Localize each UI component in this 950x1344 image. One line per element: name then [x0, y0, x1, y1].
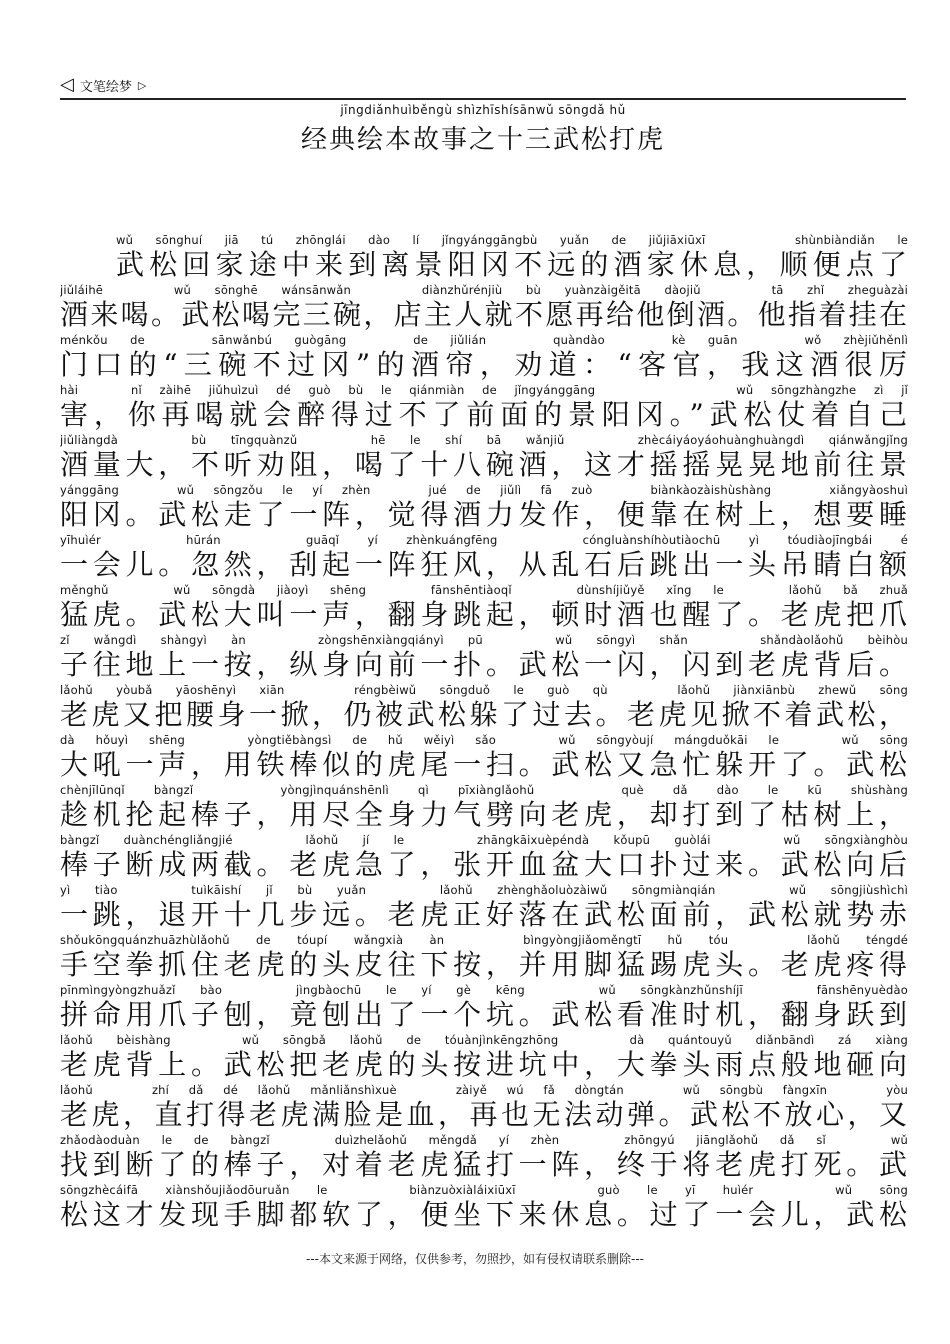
document-title: 经典绘本故事之十三武松打虎: [300, 125, 665, 155]
text-line: [60, 382, 908, 432]
page-header: [60, 74, 905, 96]
pinyin-annotation: sōngzhècáifā xiànshǒujiǎodōuruǎn le biànzuòxiàláixiūxī guò le yī huìér wǔ sōng: [60, 1183, 908, 1197]
story-body: [60, 232, 908, 1232]
chinese-text: 一跳，退开十几步远。老虎正好落在武松面前，武松就势赤: [60, 898, 908, 931]
pinyin-annotation: chènjīlūnqǐ bàngzǐ yòngjìnquánshēnlì qì pīxiànglǎohǔ què dǎ dào le kū shùshàng: [60, 783, 908, 797]
text-line: [60, 682, 908, 732]
triangle-left-icon[interactable]: ◁: [60, 74, 74, 95]
text-line: [60, 782, 908, 832]
header-label: 文笔绘梦: [79, 79, 132, 95]
chinese-text: 老虎背上。武松把老虎的头按进坑中，大拳头雨点般地砸向: [60, 1048, 908, 1081]
pinyin-annotation: pīnmìngyòngzhuǎzǐ bào jìngbàochū le yí gè kēng wǔ sōngkànzhǔnshíjī fānshēnyuèdào: [60, 983, 908, 997]
chinese-text: 棒子断成两截。老虎急了，张开血盆大口扑过来。武松向后: [60, 848, 908, 881]
text-line: [60, 282, 908, 332]
pinyin-annotation: ménkǒu de sānwǎnbú guògāng de jiǔlián quàndào kè guān wǒ zhèjiǔhěnlì: [60, 333, 908, 347]
pinyin-annotation: zǐ wǎngdì shàngyì àn zòngshēnxiàngqiányì pū wǔ sōngyì shǎn shǎndàolǎohǔ bèihòu: [60, 633, 908, 647]
pinyin-annotation: hài nǐ zàihē jiǔhuìzuì dé guò bù le qiánmiàn de jǐngyánggāng wǔ sōngzhàngzhe zì jǐ: [60, 383, 908, 397]
pinyin-annotation: wǔ sōnghuí jiā tú zhōnglái dào lí jǐngyánggāngbù yuǎn de jiǔjiāxiūxī shùnbiàndiǎn le: [116, 233, 908, 247]
pinyin-annotation: lǎohǔ bèishàng wǔ sōngbǎ lǎohǔ de tóuànjìnkēngzhōng dà quántouyǔ diǎnbāndì zá xiàng: [60, 1033, 908, 1047]
chinese-text: 大吼一声，用铁棒似的虎尾一扫。武松又急忙躲开了。武松: [60, 748, 908, 781]
chinese-text: 武松回家途中来到离景阳冈不远的酒家休息，顺便点了: [116, 248, 908, 281]
pinyin-annotation: měnghǔ wǔ sōngdà jiàoyì shēng fānshēntiàoqǐ dùnshíjiǔyě xǐng le lǎohǔ bǎ zhuǎ: [60, 583, 908, 597]
pinyin-annotation: zhǎodàoduàn le de bàngzǐ duìzhelǎohǔ měngdǎ yí zhèn zhōngyú jiānglǎohǔ dǎ sǐ wǔ: [60, 1133, 908, 1147]
text-line: [60, 482, 908, 532]
text-line: [60, 1182, 908, 1232]
pinyin-annotation: lǎohǔ yòubǎ yāoshēnyì xiān réngbèiwǔ sōngduǒ le guò qù lǎohǔ jiànxiānbù zhewǔ sōng: [60, 683, 908, 697]
chinese-text: 老虎，直打得老虎满脸是血，再也无法动弹。武松不放心，又: [60, 1098, 908, 1131]
chinese-text: 老虎又把腰身一掀，仍被武松躲了过去。老虎见掀不着武松，: [60, 698, 908, 731]
pinyin-annotation: dà hǒuyì shēng yòngtiěbàngsì de hǔ wěiyì sǎo wǔ sōngyòují mángduǒkāi le wǔ sōng: [60, 733, 908, 747]
pinyin-annotation: lǎohǔ zhí dǎ dé lǎohǔ mǎnliǎnshìxuè zàiyě wú fǎ dòngtán wǔ sōngbù fàngxīn yòu: [60, 1083, 908, 1097]
pinyin-annotation: shǒukōngquánzhuāzhùlǎohǔ de tóupí wǎngxià àn bìngyòngjiǎoměngtī hǔ tóu lǎohǔ téngdé: [60, 933, 908, 947]
text-line: [60, 982, 908, 1032]
chinese-text: 手空拳抓住老虎的头皮往下按，并用脚猛踢虎头。老虎疼得: [60, 948, 908, 981]
pinyin-annotation: jiǔliàngdà bù tīngquànzǔ hē le shí bā wǎnjiǔ zhècáiyáoyáohuànghuàngdì qiánwǎngjǐng: [60, 433, 908, 447]
text-line: [60, 632, 908, 682]
chinese-text: 找到断了的棒子，对着老虎猛打一阵，终于将老虎打死。武: [60, 1148, 908, 1181]
chinese-text: 害，你再喝就会醉得过不了前面的景阳冈。”武松仗着自己: [60, 398, 908, 431]
chinese-text: 猛虎。武松大叫一声，翻身跳起，顿时酒也醒了。老虎把爪: [60, 598, 908, 631]
chinese-text: 酒来喝。武松喝完三碗，店主人就不愿再给他倒酒。他指着挂在: [60, 298, 908, 331]
text-line: [60, 232, 908, 282]
text-line: [60, 732, 908, 782]
pinyin-annotation: yīhuìér hūrán guāqǐ yí zhènkuángfēng cóngluànshíhòutiàochū yì tóudiàojīngbái é: [60, 533, 908, 547]
pinyin-annotation: yì tiào tuìkāishí jǐ bù yuǎn lǎohǔ zhènghǎoluòzàiwǔ sōngmiànqián wǔ sōngjiùshìchì: [60, 883, 908, 897]
text-line: [60, 1032, 908, 1082]
title-pinyin: jīngdiǎnhuìběngù shìzhīshísānwǔ sōngdǎ hǔ: [340, 103, 626, 117]
text-line: [60, 832, 908, 882]
chinese-text: 一会儿。忽然，刮起一阵狂风，从乱石后跳出一头吊睛白额: [60, 548, 908, 581]
triangle-right-icon[interactable]: ▷: [137, 78, 147, 92]
pinyin-annotation: yánggāng wǔ sōngzǒu le yí zhèn jué de jiǔlì fā zuò biànkàozàishùshàng xiǎngyàoshuì: [60, 483, 908, 497]
header-divider: [60, 98, 906, 100]
chinese-text: 松这才发现手脚都软了，便坐下来休息。过了一会儿，武松: [60, 1198, 908, 1231]
pinyin-annotation: jiǔláihē wǔ sōnghē wánsānwǎn diànzhǔrénjiù bù yuànzàigěitā dàojiǔ tā zhǐ zheguàzài: [60, 283, 908, 297]
text-line: [60, 332, 908, 382]
chinese-text: 拼命用爪子刨，竟刨出了一个坑。武松看准时机，翻身跃到: [60, 998, 908, 1031]
text-line: [60, 432, 908, 482]
text-line: [60, 1082, 908, 1132]
source-disclaimer: ---本文来源于网络，仅供参考，勿照抄，如有侵权请联系删除---: [306, 1252, 644, 1266]
text-line: [60, 932, 908, 982]
chinese-text: 门口的“三碗不过冈”的酒帘，劝道：“客官，我这酒很厉: [60, 348, 908, 381]
chinese-text: 子往地上一按，纵身向前一扑。武松一闪，闪到老虎背后。: [60, 648, 908, 681]
text-line: [60, 1132, 908, 1182]
text-line: [60, 882, 908, 932]
chinese-text: 趁机抡起棒子，用尽全身力气劈向老虎，却打到了枯树上，: [60, 798, 908, 831]
text-line: [60, 532, 908, 582]
text-line: [60, 582, 908, 632]
chinese-text: 阳冈。武松走了一阵，觉得酒力发作，便靠在树上，想要睡: [60, 498, 908, 531]
pinyin-annotation: bàngzǐ duànchéngliǎngjié lǎohǔ jí le zhāngkāixuèpéndà kǒupū guòlái wǔ sōngxiànghòu: [60, 833, 908, 847]
chinese-text: 酒量大，不听劝阻，喝了十八碗酒，这才摇摇晃晃地前往景: [60, 448, 908, 481]
